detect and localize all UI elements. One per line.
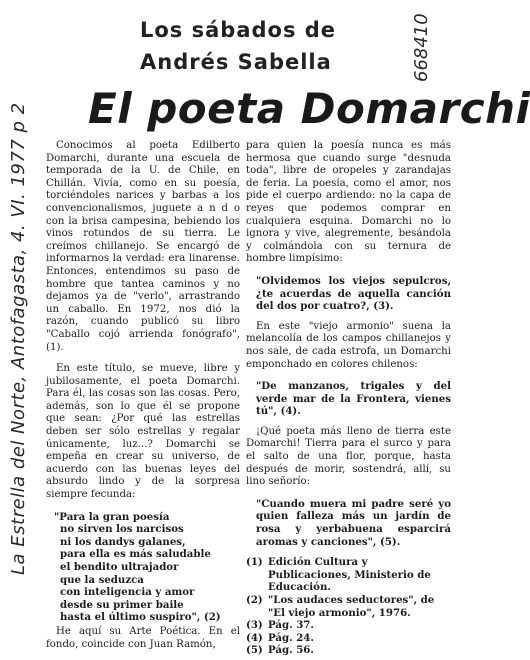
poem-line: el bendito ultrajador <box>60 561 179 573</box>
poem-line: no sirven los narcisos <box>60 523 184 536</box>
verse-quote: "Olvidemos los viejos sepulcros, ¿te acuerdas de aquella canción del dos por cuatro?, (3). <box>256 274 451 313</box>
column-header-author: Andrés Sabella <box>140 50 332 74</box>
footnote-number: (1) <box>246 556 263 569</box>
handwritten-source-note: La Estrella del Norte, Antofagasta, 4. VI. 1977 p 2 <box>8 102 29 575</box>
poem-line: para ella es más saludable <box>60 548 211 561</box>
poem-line: que la seduzca <box>60 573 144 586</box>
footnote-number: (5) <box>246 644 263 657</box>
footnote <box>246 619 451 632</box>
verse-quote: "Cuando muera mi padre seré yo quien falleza más un jardín de rosa y yerbabuena esparcirá aromas y canciones", (5). <box>256 497 451 548</box>
footnote-number: (4) <box>246 631 263 644</box>
footnote-text: Pág. 37. <box>268 619 314 632</box>
poem-line: desde su primer baile <box>60 598 184 611</box>
paragraph: para quien la poesía nunca es más hermosa que cuando surge "desnuda toda", libre de oropeles y zarandajas de feria. La poesía, como el amor, nos pide el cuerpo ardiendo: no la capa de reyes que podemos comprar en cualquiera esquina. Domarchi no lo ignora y vive, alegremente, besándola y colmándola con su ternura de hombre limpísimo: <box>246 140 451 265</box>
footnote-text: Edición Cultura y Publicaciones, Ministerio de Educación. <box>268 556 431 594</box>
left-column <box>46 140 240 660</box>
footnote-number: (2) <box>246 594 263 606</box>
paragraph: En este título, se mueve, libre y jubilosamente, el poeta Domarchi. Para él, las cosas son las cosas. Pero, además, son lo que él se propone que sean: ¿Por qué las estrellas deben ser sólo estrellas y regalar únicamente, luz...? Domarchi se empeña en crear su universo, de acuerdo con las buenas leyes del absurdo lindo y de la sorpresa siempre fecunda: <box>46 363 240 501</box>
verse-quote: "De manzanos, trigales y del verde mar de la Frontera, vienes tú", (4). <box>256 380 451 418</box>
footnote-number: (3) <box>246 619 263 632</box>
right-column <box>246 140 451 657</box>
poem-quote <box>54 511 240 624</box>
paragraph: ¡Qué poeta más lleno de tierra este Domarchi! Tierra para el surco y para el salto de una flor, porque, hasta después de morir, sostendrá, allí, su lino señorío: <box>246 425 451 488</box>
poem-line: ni los dandys galanes, <box>60 535 186 548</box>
paragraph: En este "viejo armonio" suena la melancolía de los campos chillanejos y nos sale, de cada estrofa, un Domarchi emponchado en colores chilenos: <box>246 320 451 370</box>
column-header-line1: Los sábados de <box>140 18 337 42</box>
footnote <box>246 644 451 657</box>
footnotes <box>246 556 451 657</box>
footnote-text: "Los audaces seductores", de "El viejo armonio", 1976. <box>268 594 435 619</box>
poem-line: "Para la gran poesía <box>54 510 170 523</box>
footnote-text: Pág. 56. <box>268 644 314 657</box>
paragraph: Conocimos al poeta Edilberto Domarchi, durante una escuela de temporada de la U. de Chile, en Chillán. Vivía, como en su poesía, torciéndoles narices y barbas a los convencionalismos, juguete a n d o con la brisa campesina, bebiendo los vinos rotundos de su tierra. Le creímos chillanejo. Se encargó de informarnos la verdad: era linarense. Entonces, entendimos su paso de hombre que tantea caminos y no dejamos ya de "verlo", arrastrando un caballo. En 1972, nos dió la razón, cuando publicó su libro "Caballo cojó arrienda fonógrafo", (1). <box>46 140 240 353</box>
article-title: El poeta Domarchi <box>88 84 530 133</box>
paragraph: He aquí su Arte Poética. En el fondo, coincide con Juan Ramón, <box>46 625 240 650</box>
footnote <box>246 632 451 645</box>
footnote-text: Pág. 24. <box>268 631 314 644</box>
poem-line: hasta el último suspiro", (2) <box>60 611 221 624</box>
footnote <box>246 556 451 594</box>
document-code-text: 668410 <box>411 13 432 82</box>
poem-line: con inteligencia y amor <box>60 586 195 599</box>
footnote <box>246 594 451 619</box>
